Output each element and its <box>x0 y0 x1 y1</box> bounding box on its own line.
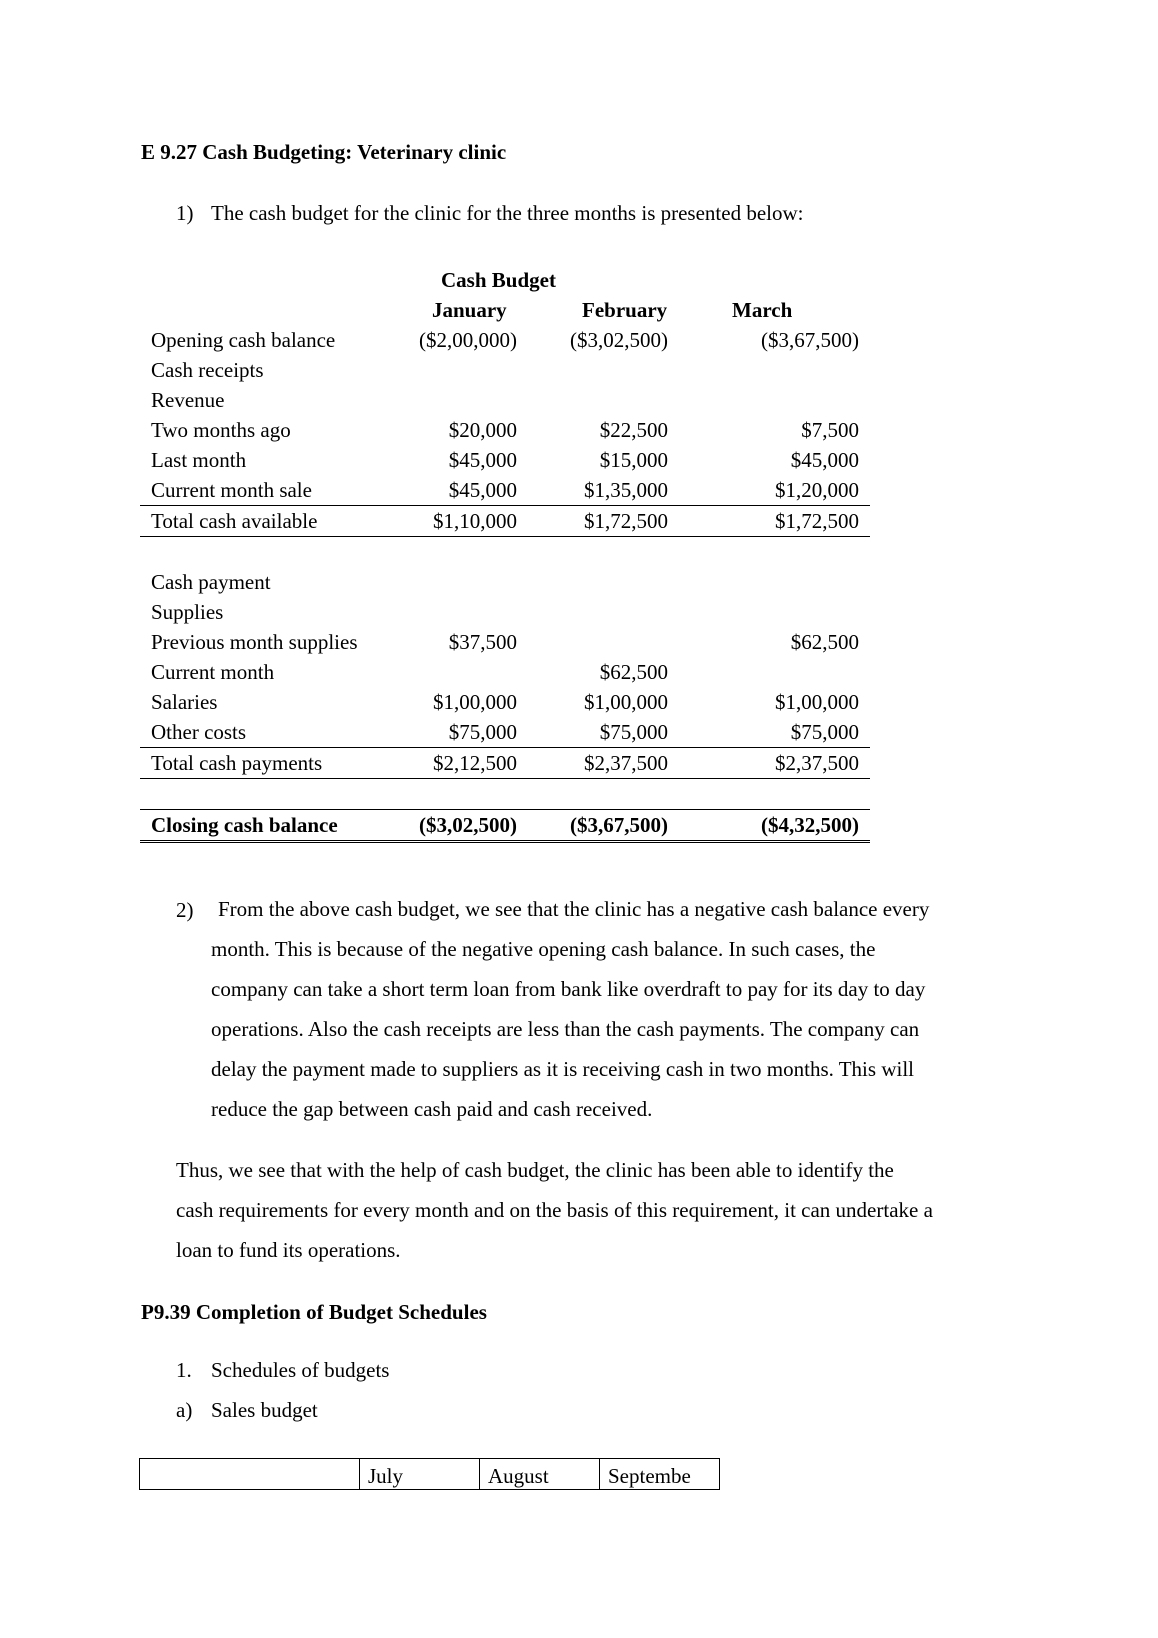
row-label: Closing cash balance <box>151 813 338 837</box>
cell-march: $2,37,500 <box>775 751 859 775</box>
row-label: Cash receipts <box>151 358 264 382</box>
cell-march: $1,72,500 <box>775 509 859 533</box>
paragraph-line: operations. Also the cash receipts are less than the cash payments. The company can <box>211 1017 920 1041</box>
cell-february: $2,37,500 <box>584 751 668 775</box>
list-text-schedules: Schedules of budgets <box>211 1358 390 1382</box>
row-label: Opening cash balance <box>151 328 336 352</box>
header-cell-august: August <box>480 1459 600 1490</box>
table-row-closing <box>140 810 870 843</box>
table-row-prev-supplies <box>140 627 870 657</box>
table-row-revenue <box>140 385 870 415</box>
row-label: Cash payment <box>151 570 271 594</box>
cell-january: $45,000 <box>448 448 517 472</box>
row-label: Total cash available <box>151 509 318 533</box>
list-number-2: 2) <box>176 898 194 922</box>
cell-february: $1,72,500 <box>584 509 668 533</box>
paragraph-line: From the above cash budget, we see that the clinic has a negative cash balance every <box>218 897 930 921</box>
table-row-current-month <box>140 657 870 687</box>
row-label: Two months ago <box>151 418 291 442</box>
cell-march: $7,500 <box>801 418 859 442</box>
table-row-salaries <box>140 687 870 717</box>
paragraph-line: loan to fund its operations. <box>176 1238 401 1262</box>
cell-february: $62,500 <box>599 660 668 684</box>
row-label: Supplies <box>151 600 224 624</box>
list-text-sales-budget: Sales budget <box>211 1398 318 1422</box>
explanation-paragraph <box>211 889 929 1129</box>
section-title-e927: E 9.27 Cash Budgeting: Veterinary clinic <box>141 140 507 164</box>
sales-budget-table <box>139 1458 720 1490</box>
cell-march: $75,000 <box>790 720 859 744</box>
header-cell-empty <box>140 1459 360 1490</box>
month-header-march: March <box>732 298 793 322</box>
table-row-two-months <box>140 415 870 445</box>
cell-january: ($3,02,500) <box>419 813 517 837</box>
row-label: Current month <box>151 660 275 684</box>
table-row-total-available <box>140 506 870 537</box>
table-row-supplies <box>140 597 870 627</box>
month-header-january: January <box>432 298 507 322</box>
cell-march: ($3,67,500) <box>761 328 859 352</box>
row-label: Last month <box>151 448 247 472</box>
list-number-1: 1) <box>176 201 194 225</box>
cell-february: $1,35,000 <box>584 478 668 502</box>
table-row-receipts <box>140 355 870 385</box>
cell-february: $15,000 <box>599 448 668 472</box>
cell-january: $2,12,500 <box>433 751 517 775</box>
table-row-opening <box>140 325 870 355</box>
conclusion-paragraph <box>176 1150 933 1270</box>
paragraph-line: delay the payment made to suppliers as it is receiving cash in two months. This will <box>211 1057 914 1081</box>
paragraph-line: reduce the gap between cash paid and cash received. <box>211 1097 653 1121</box>
cash-budget-table <box>140 265 870 843</box>
cell-february: $22,500 <box>599 418 668 442</box>
cell-february: ($3,02,500) <box>570 328 668 352</box>
table-spacer-row <box>140 779 870 810</box>
table-title-row <box>140 265 870 295</box>
paragraph-line: cash requirements for every month and on the basis of this requirement, it can undertake a <box>176 1198 933 1222</box>
list-text-1: The cash budget for the clinic for the three months is presented below: <box>211 201 804 225</box>
month-header-february: February <box>582 298 668 322</box>
paragraph-line: month. This is because of the negative opening cash balance. In such cases, the <box>211 937 876 961</box>
cell-february: ($3,67,500) <box>570 813 668 837</box>
header-cell-july: July <box>360 1459 480 1490</box>
cell-march: $45,000 <box>790 448 859 472</box>
cell-january: ($2,00,000) <box>419 328 517 352</box>
row-label: Salaries <box>151 690 218 714</box>
list-number-1: 1. <box>176 1358 192 1382</box>
cell-march: ($4,32,500) <box>761 813 859 837</box>
table-row-current-sale <box>140 475 870 506</box>
section-title-p939: P9.39 Completion of Budget Schedules <box>141 1300 487 1324</box>
row-label: Revenue <box>151 388 225 412</box>
row-label: Current month sale <box>151 478 312 502</box>
table-title: Cash Budget <box>441 268 556 292</box>
month-header-row <box>140 295 870 325</box>
cell-march: $62,500 <box>790 630 859 654</box>
list-letter-a: a) <box>176 1398 193 1422</box>
cell-january: $1,00,000 <box>433 690 517 714</box>
table-row-other-costs <box>140 717 870 748</box>
cell-january: $45,000 <box>448 478 517 502</box>
table-row-total-payments <box>140 748 870 779</box>
paragraph-line: company can take a short term loan from bank like overdraft to pay for its day to day <box>211 977 926 1001</box>
cell-january: $20,000 <box>448 418 517 442</box>
row-label: Other costs <box>151 720 247 744</box>
cell-february: $75,000 <box>599 720 668 744</box>
cell-january: $75,000 <box>448 720 517 744</box>
table-spacer-row <box>140 537 870 567</box>
table-header-row <box>140 1459 720 1490</box>
row-label: Total cash payments <box>151 751 323 775</box>
cell-january: $1,10,000 <box>433 509 517 533</box>
table-row-payment <box>140 567 870 597</box>
cell-march: $1,00,000 <box>775 690 859 714</box>
paragraph-line: Thus, we see that with the help of cash budget, the clinic has been able to identify the <box>176 1158 894 1182</box>
header-cell-september: Septembe <box>600 1459 720 1490</box>
cell-march: $1,20,000 <box>775 478 859 502</box>
row-label: Previous month supplies <box>151 630 358 654</box>
cell-january: $37,500 <box>448 630 517 654</box>
cell-february: $1,00,000 <box>584 690 668 714</box>
table-row-last-month <box>140 445 870 475</box>
